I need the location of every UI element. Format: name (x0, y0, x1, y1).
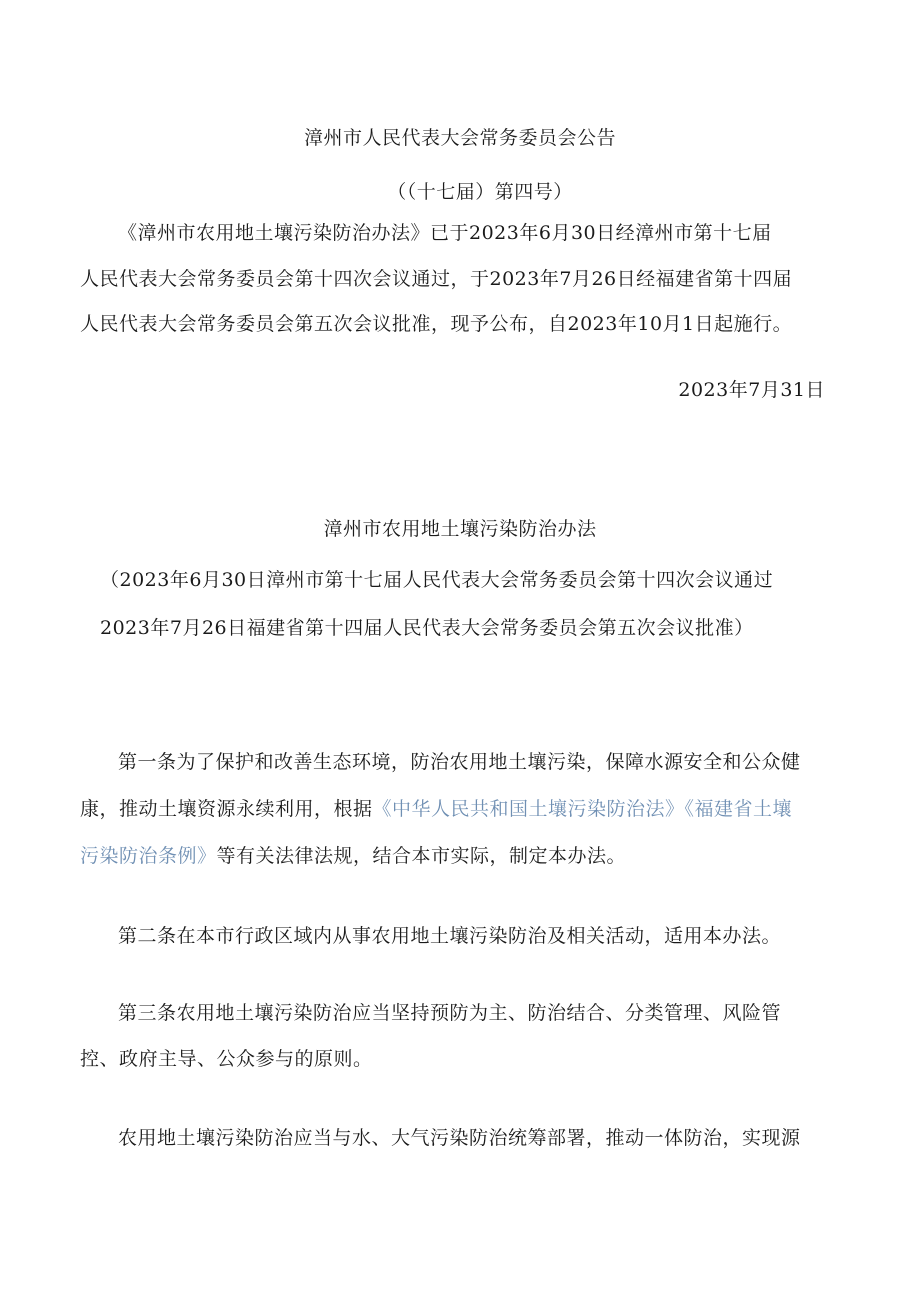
notice-body-line-3: 人民代表大会常务委员会第五次会议批准，现予公布，自2023年10月1日起施行。 (80, 313, 793, 335)
notice-date: 2023年7月31日 (678, 379, 825, 401)
article-1-line-1: 第一条为了保护和改善生态环境，防治农用地土壤污染，保障水源安全和公众健 (118, 751, 801, 773)
notice-body-line-2: 人民代表大会常务委员会第十四次会议通过，于2023年7月26日经福建省第十四届 (80, 268, 793, 290)
regulation-subtitle-line-1: （2023年6月30日漳州市第十七届人民代表大会常务委员会第十四次会议通过 (100, 569, 774, 591)
notice-title: 漳州市人民代表大会常务委员会公告 (303, 127, 616, 149)
regulation-title: 漳州市农用地土壤污染防治办法 (323, 518, 597, 540)
law-link-fujian-regulation-part-2[interactable]: 污染防治条例》 (80, 845, 217, 867)
article-1-text-end: 等有关法律法规，结合本市实际，制定本办法。 (216, 845, 627, 867)
regulation-subtitle-line-2: 2023年7月26日福建省第十四届人民代表大会常务委员会第五次会议批准） (100, 617, 754, 639)
paragraph-line-1: 农用地土壤污染防治应当与水、大气污染防治统筹部署，推动一体防治，实现源 (118, 1127, 801, 1149)
article-1-text: 康，推动土壤资源永续利用，根据 (80, 798, 373, 820)
article-2-line-1: 第二条在本市行政区域内从事农用地土壤污染防治及相关活动，适用本办法。 (118, 925, 782, 947)
article-3-line-2: 控、政府主导、公众参与的原则。 (80, 1048, 373, 1070)
law-link-soil-pollution-prevention-law[interactable]: 《中华人民共和国土壤污染防治法》 (372, 798, 685, 820)
article-1-line-3 (80, 844, 626, 868)
law-link-fujian-regulation-part-1[interactable]: 《福建省土壤 (684, 798, 793, 820)
notice-body-line-1: 《漳州市农用地土壤污染防治办法》已于2023年6月30日经漳州市第十七届 (118, 222, 772, 244)
notice-number: （（十七届）第四号） (387, 181, 573, 203)
article-3-line-1: 第三条农用地土壤污染防治应当坚持预防为主、防治结合、分类管理、风险管 (118, 1002, 782, 1024)
article-1-line-2 (80, 797, 792, 821)
